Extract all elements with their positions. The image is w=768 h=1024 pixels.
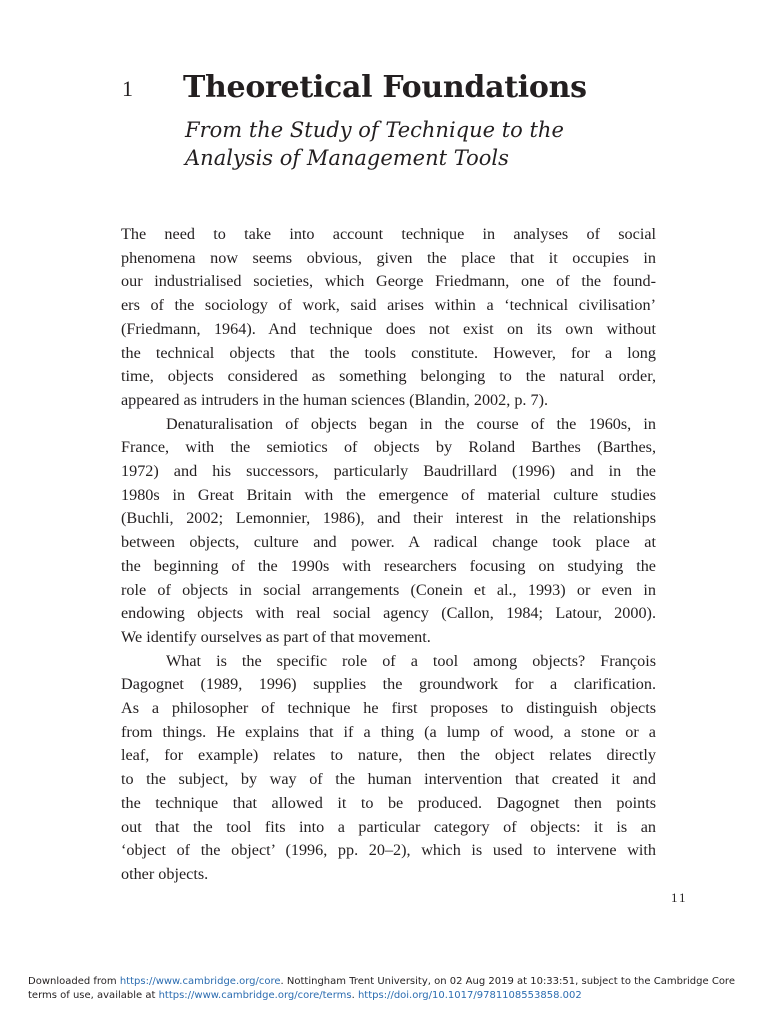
text-line: As a philosopher of technique he first proposes to distinguish objects	[121, 699, 656, 718]
text-line: to the subject, by way of the human intervention that created it and	[121, 770, 656, 789]
text-line: phenomena now seems obvious, given the place that it occupies in	[121, 248, 656, 267]
paragraph	[121, 650, 656, 887]
chapter-subtitle	[185, 116, 564, 172]
text-line: the technique that allowed it to be produced. Dagognet then points	[121, 793, 656, 812]
footer-text: terms of use, available at	[28, 990, 159, 1001]
text-line: 1980s in Great Britain with the emergence of material culture studies	[121, 485, 656, 504]
text-line: 1972) and his successors, particularly Baudrillard (1996) and in the	[121, 462, 656, 481]
terms-link[interactable]: https://www.cambridge.org/core/terms	[158, 990, 352, 1001]
text-line: ers of the sociology of work, said arises within a ‘technical civilisation’	[121, 296, 656, 315]
text-line: time, objects considered as something belonging to the natural order,	[121, 367, 656, 386]
text-line: Dagognet (1989, 1996) supplies the groundwork for a clarification.	[121, 675, 656, 694]
footer-text: . Nottingham Trent University, on 02 Aug 2019 at 10:33:51, subject to the Cambridge Core	[280, 976, 735, 987]
footer-text: Downloaded from	[28, 976, 120, 987]
text-line: the technical objects that the tools constitute. However, for a long	[121, 343, 656, 362]
doi-link[interactable]: https://doi.org/10.1017/9781108553858.002	[357, 990, 582, 1001]
subtitle-line: Analysis of Management Tools	[185, 146, 509, 170]
text-line: endowing objects with real social agency (Callon, 1984; Latour, 2000).	[121, 604, 656, 623]
body-text	[121, 223, 656, 887]
footer-line	[28, 975, 748, 989]
text-line: We identify ourselves as part of that movement.	[121, 627, 431, 646]
cambridge-core-link[interactable]: https://www.cambridge.org/core	[119, 976, 281, 987]
chapter-title: Theoretical Foundations	[183, 70, 587, 105]
text-line: ‘object of the object’ (1996, pp. 20–2), which is used to intervene with	[121, 841, 656, 860]
download-footer	[28, 975, 748, 1003]
text-line: from things. He explains that if a thing (a lump of wood, a stone or a	[121, 722, 656, 741]
text-line: between objects, culture and power. A radical change took place at	[121, 533, 656, 552]
text-line: other objects.	[121, 864, 209, 883]
footer-text: .	[351, 990, 358, 1001]
text-line: leaf, for example) relates to nature, then the object relates directly	[121, 746, 656, 765]
page-number: 11	[671, 890, 688, 905]
footer-line	[28, 989, 748, 1003]
subtitle-line: From the Study of Technique to the	[185, 118, 564, 142]
text-line: The need to take into account technique in analyses of social	[121, 225, 656, 243]
text-line: out that the tool fits into a particular category of objects: it is an	[121, 817, 656, 836]
text-line: our industrialised societies, which George Friedmann, one of the found-	[121, 272, 656, 291]
text-line: appeared as intruders in the human sciences (Blandin, 2002, p. 7).	[121, 390, 549, 409]
text-line: (Buchli, 2002; Lemonnier, 1986), and their interest in the relationships	[121, 509, 656, 528]
text-line: France, with the semiotics of objects by Roland Barthes (Barthes,	[121, 438, 656, 457]
text-line: What is the specific role of a tool among objects? François	[166, 651, 656, 670]
text-line: the beginning of the 1990s with researchers focusing on studying the	[121, 556, 656, 575]
chapter-number: 1	[122, 76, 134, 101]
paragraph	[121, 223, 656, 413]
text-line: Denaturalisation of objects began in the course of the 1960s, in	[166, 414, 656, 433]
text-line: role of objects in social arrangements (Conein et al., 1993) or even in	[121, 580, 656, 599]
paragraph	[121, 413, 656, 650]
text-line: (Friedmann, 1964). And technique does not exist on its own without	[121, 319, 656, 338]
